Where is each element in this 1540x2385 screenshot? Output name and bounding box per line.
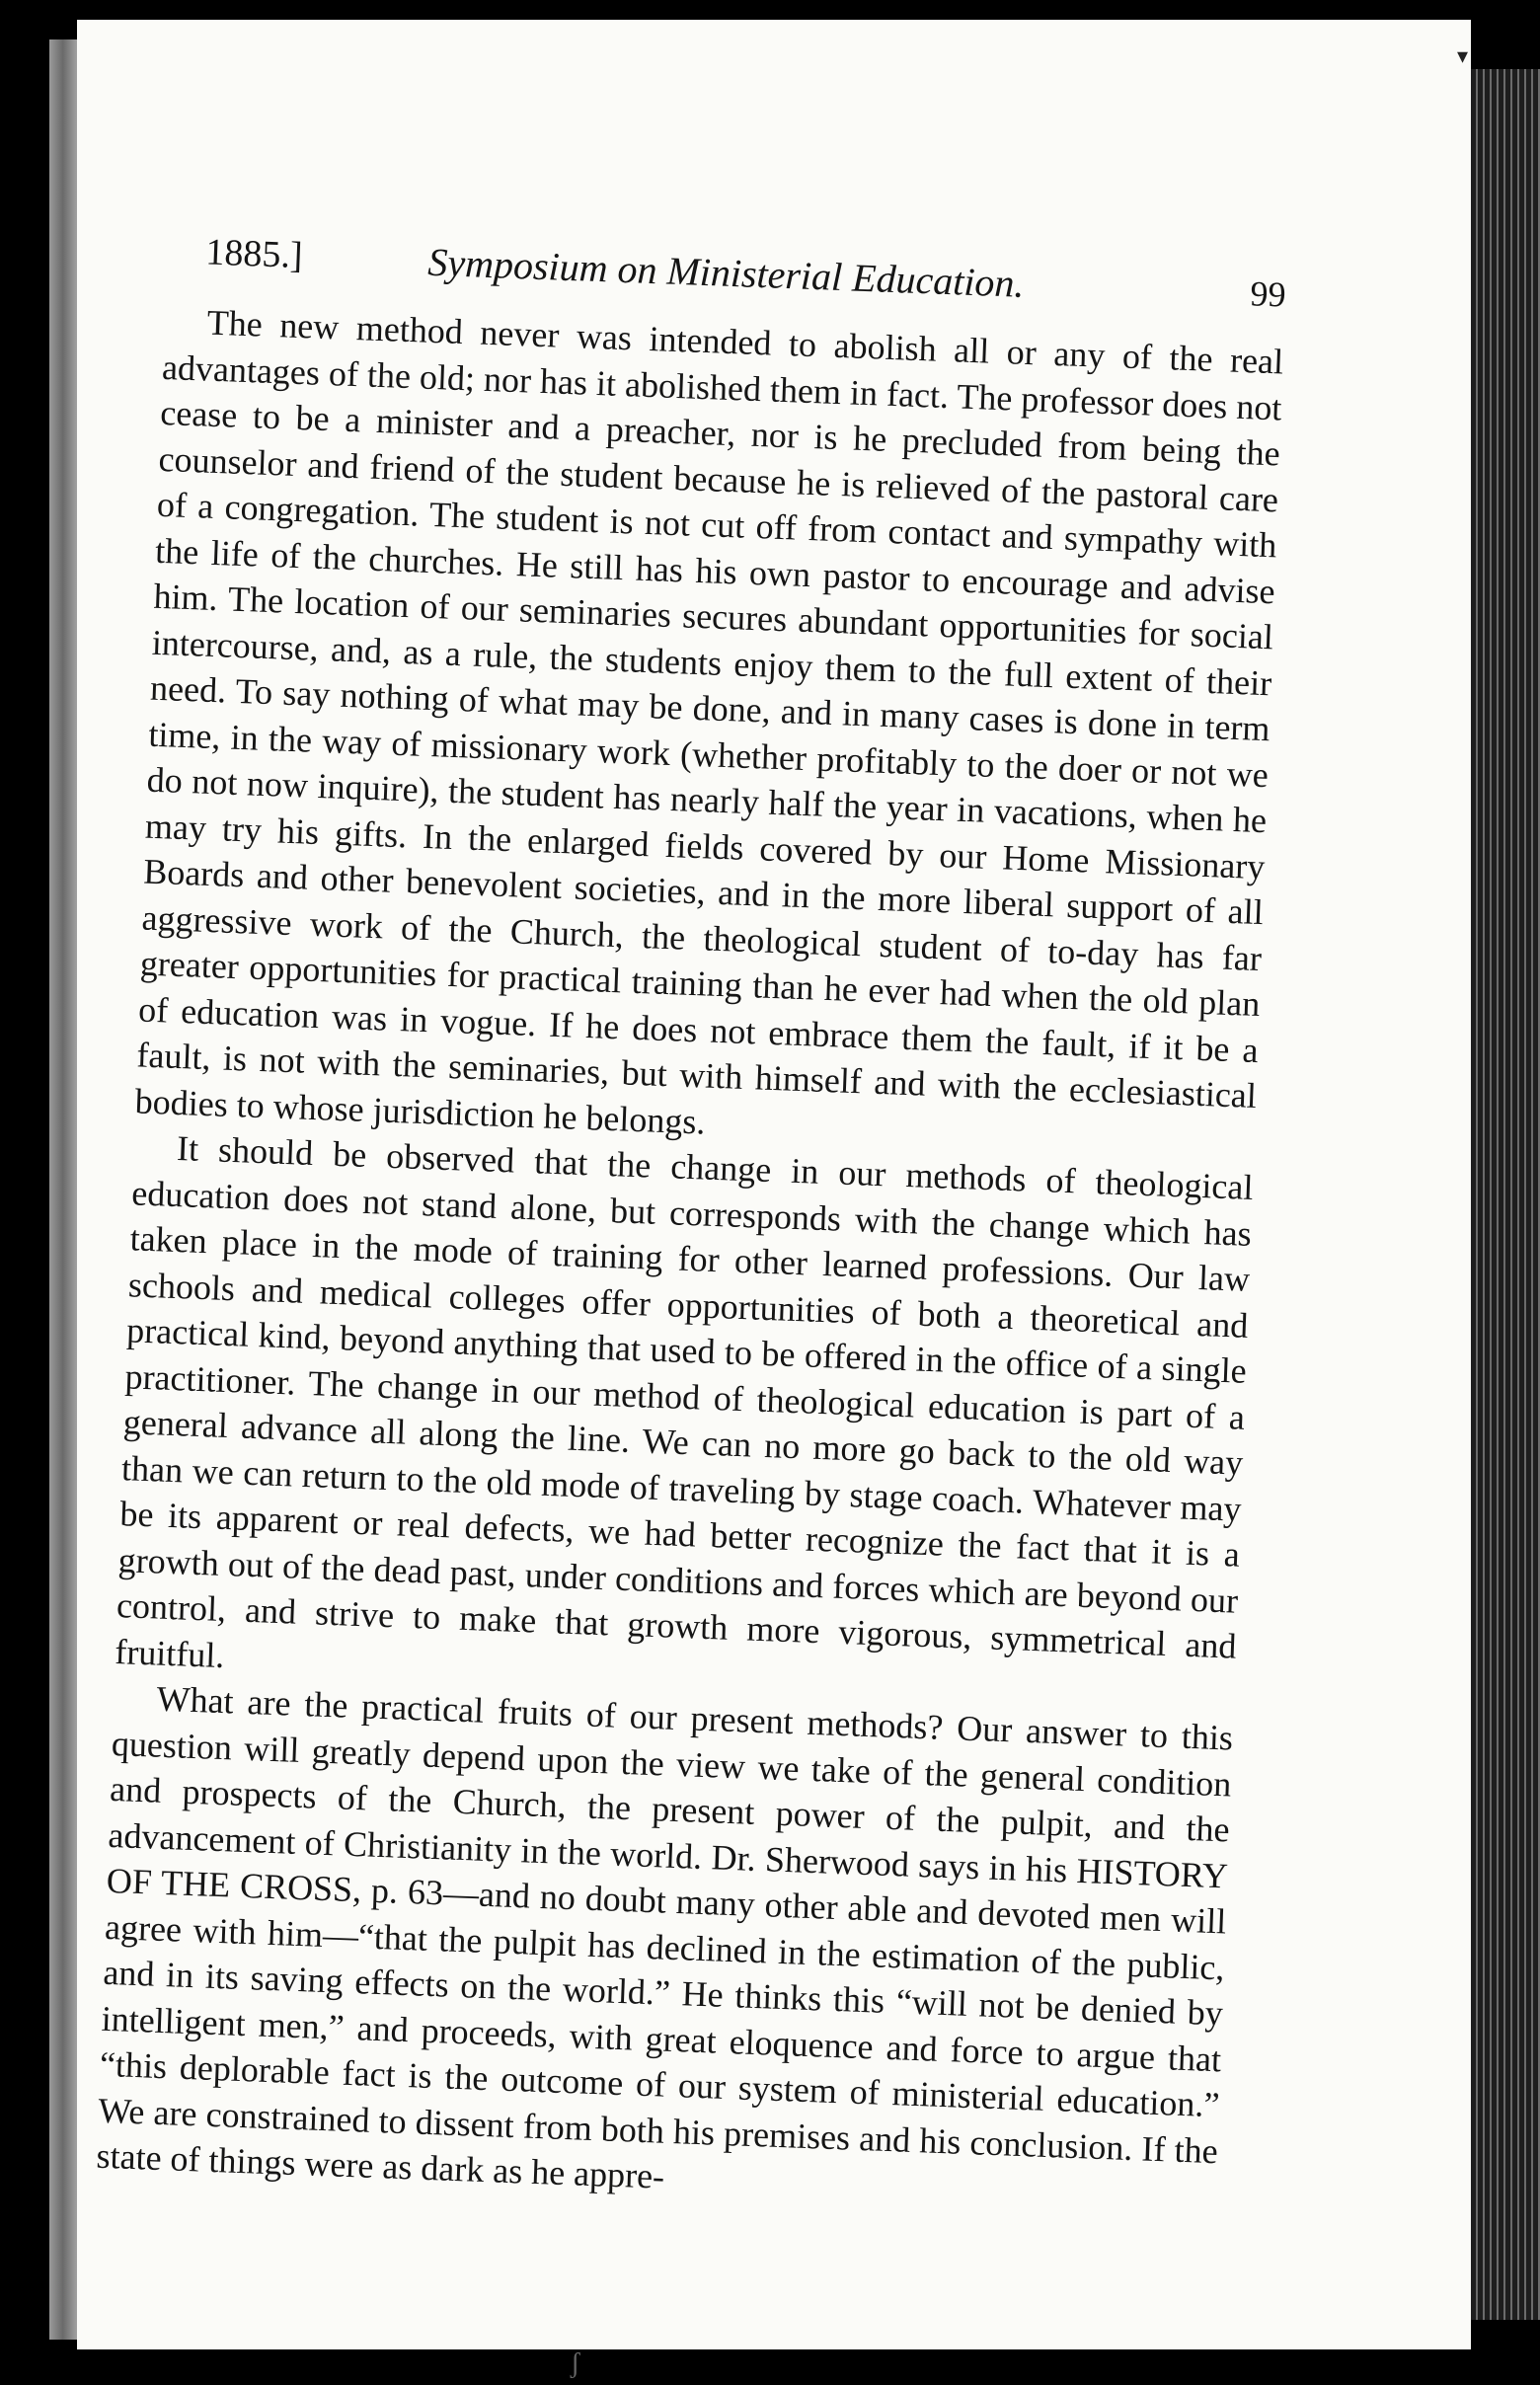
body-paragraph: The new method never was intended to abolish all or any of the real advantages of the old; nor has it abolished them in fact. The professor does not cease to be a minister and a preacher, nor is he precluded from being the counselor and friend of the student because he is relieved of the pastoral care of a congregation. The student is not cut off from contact and sympathy with the life of the churches. He still has his own pastor to encourage and advise him. The location of our seminaries secures abundant opportunities for social intercourse, and, as a rule, the students enjoy them to the full extent of their need. To say nothing of what may be done, and in many cases is done in term time, in the way of missionary work (whether profitably to the doer or not we do not now inquire), the student has nearly half the year in vacations, when he may try his gifts. In the enlarged fields covered by our Home Missionary Boards and other benevolent societies, and in the more liberal support of all aggressive work of the Church, the theological student of to-day has far greater opportunities for practical training than he ever had when the old plan of education was in vogue. If he does not embrace them the fault, if it be a fault, is not with the seminaries, but with himself and with the ecclesiastical bodies to whose jurisdiction he belongs. — [134, 302, 1284, 1142]
page-number: 99 — [1249, 273, 1287, 315]
body-paragraph: What are the practical fruits of our present methods? Our answer to this question will greatly depend upon the view we take of the general condition and prospects of the Church, the present power of the pulpit, and the advancement of Christianity in the world. Dr. Sherwood says in his HISTORY OF THE CROSS, p. 63—and no doubt many other able and devoted men will agree with him—“that the pulpit has declined in the estimation of the public, and in its saving effects on the world.” He thinks this “will not be denied by intelligent men,” and proceeds, with great eloquence and force to argue that “this deplorable fact is the outcome of our system of ministerial education.” We are constrained to dissent from both his premises and his conclusion. If the state of things were as dark as he appre- — [95, 1678, 1234, 2196]
page-stack-edge — [1471, 69, 1540, 2320]
bottom-mark: ʃ — [571, 2348, 580, 2379]
corner-mark: ▾ — [1457, 43, 1469, 68]
page-content — [93, 209, 1287, 2302]
header-year: 1885.] — [204, 231, 304, 277]
running-title: Symposium on Ministerial Education. — [426, 239, 1026, 306]
body-paragraph: It should be observed that the change in our methods of theological education does not stand alone, but corresponds with the change which has taken place in the mode of training for other learned professions. Our law schools and medical colleges offer opportunities of both a theoretical and practical kind, beyond anything that used to be offered in the office of a single practitioner. The change in our method of theological education is part of a general advance all along the line. We can no more go back to the old way than we can return to the old mode of traveling by stage coach. Whatever may be its apparent or real defects, we had better recognize the fact that it is a growth out of the dead past, under conditions and forces which are beyond our control, and strive to make that growth more vigorous, symmetrical and fruitful. — [114, 1127, 1255, 1675]
